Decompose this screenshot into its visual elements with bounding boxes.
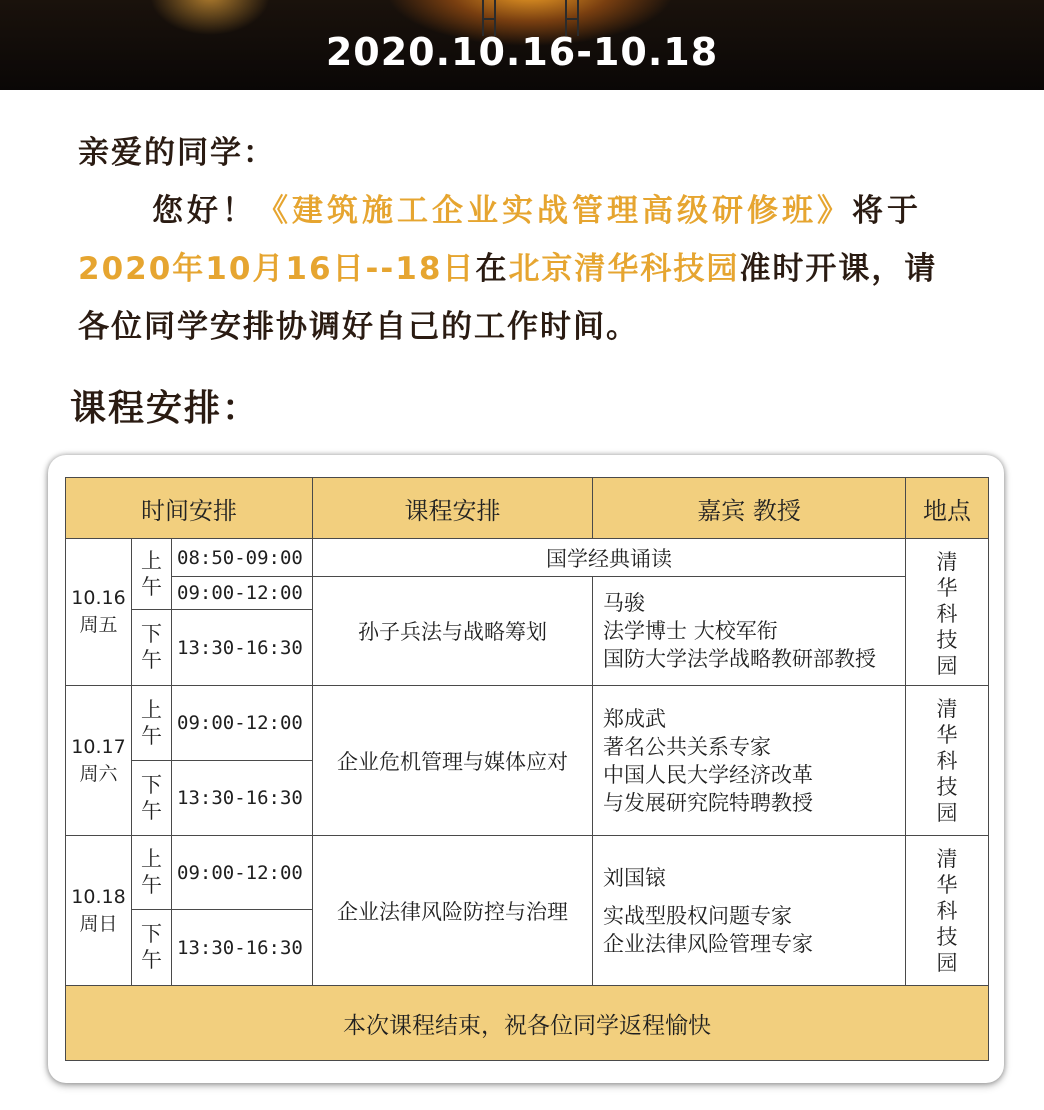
course-date: 2020年10月16日--18日 (78, 251, 476, 287)
guest-name: 刘国锿 (603, 865, 667, 890)
greeting-line-2 (78, 240, 998, 298)
guest-cell (593, 836, 906, 986)
day-weekday: 周五 (79, 614, 118, 636)
greeting-text (78, 124, 998, 356)
am-label-text: 上午 (141, 548, 162, 599)
time-slot: 13:30-16:30 (172, 610, 313, 686)
guest-title: 企业法律风险管理专家 (603, 931, 814, 956)
am-label-text: 上午 (141, 697, 162, 748)
pm-label-text: 下午 (141, 772, 162, 823)
closing-message: 本次课程结束，祝各位同学返程愉快 (66, 986, 989, 1061)
header-course: 课程安排 (313, 478, 593, 539)
opening-course: 国学经典诵读 (313, 539, 906, 577)
table-footer-row (66, 986, 989, 1061)
table-row (66, 836, 989, 910)
location-cell (906, 686, 989, 836)
course-name-cell: 孙子兵法与战略筹划 (313, 577, 593, 686)
am-label (132, 539, 172, 610)
am-label (132, 686, 172, 761)
start-text: 准时开课，请 (739, 251, 938, 287)
guest-cell (593, 577, 906, 686)
guest-cell (593, 686, 906, 836)
header-time: 时间安排 (66, 478, 313, 539)
table-row (66, 686, 989, 761)
schedule-title: 课程安排： (70, 388, 261, 429)
pm-label (132, 610, 172, 686)
will-text: 将于 (852, 193, 922, 229)
greeting-line-1 (78, 182, 998, 240)
pm-label (132, 910, 172, 986)
guest-title: 法学博士 大校军衔 (603, 619, 778, 643)
hello-text: 您好！ (152, 193, 257, 229)
location-text: 清华科技园 (936, 697, 958, 825)
time-slot: 09:00-12:00 (172, 686, 313, 761)
table-header-row (66, 478, 989, 539)
pm-label (132, 761, 172, 836)
hero-banner (0, 0, 1044, 90)
guest-title: 国防大学法学战略教研部教授 (603, 647, 877, 671)
pm-label-text: 下午 (141, 622, 162, 672)
guest-title: 与发展研究院特聘教授 (603, 790, 814, 815)
day-date-cell (66, 836, 132, 986)
guest-title: 中国人民大学经济改革 (603, 762, 814, 787)
am-label-text: 上午 (141, 847, 162, 897)
location-text: 清华科技园 (936, 550, 958, 678)
header-location: 地点 (906, 478, 989, 539)
guest-name: 郑成武 (603, 706, 667, 731)
time-slot: 09:00-12:00 (172, 836, 313, 910)
header-guest: 嘉宾 教授 (593, 478, 906, 539)
time-slot: 08:50-09:00 (172, 539, 313, 577)
am-label (132, 836, 172, 910)
location-cell (906, 539, 989, 686)
at-text: 在 (475, 251, 509, 287)
location-cell (906, 836, 989, 986)
time-slot: 13:30-16:30 (172, 910, 313, 986)
table-row (66, 539, 989, 577)
course-name: 《建筑施工企业实战管理高级研修班》 (257, 193, 852, 229)
day-date: 10.17 (71, 735, 126, 758)
date-range: 2020.10.16-10.18 (325, 30, 719, 74)
guest-title: 实战型股权问题专家 (603, 903, 793, 928)
guest-title: 著名公共关系专家 (603, 734, 772, 759)
course-name-cell: 企业危机管理与媒体应对 (313, 686, 593, 836)
day-weekday: 周六 (79, 762, 118, 785)
time-slot: 13:30-16:30 (172, 761, 313, 836)
salutation: 亲爱的同学： (78, 135, 276, 171)
day-weekday: 周日 (79, 912, 118, 935)
greeting-line-3: 各位同学安排协调好自己的工作时间。 (78, 309, 639, 345)
schedule-table (65, 477, 989, 1061)
time-slot: 09:00-12:00 (172, 577, 313, 610)
guest-name: 马骏 (603, 591, 646, 615)
day-date-cell (66, 539, 132, 686)
day-date: 10.18 (71, 885, 126, 908)
course-name-cell: 企业法律风险防控与治理 (313, 836, 593, 986)
pm-label-text: 下午 (141, 922, 162, 972)
table-row (66, 577, 989, 610)
day-date-cell (66, 686, 132, 836)
course-place: 北京清华科技园 (508, 251, 740, 287)
location-text: 清华科技园 (936, 847, 958, 975)
day-date: 10.16 (71, 587, 126, 609)
